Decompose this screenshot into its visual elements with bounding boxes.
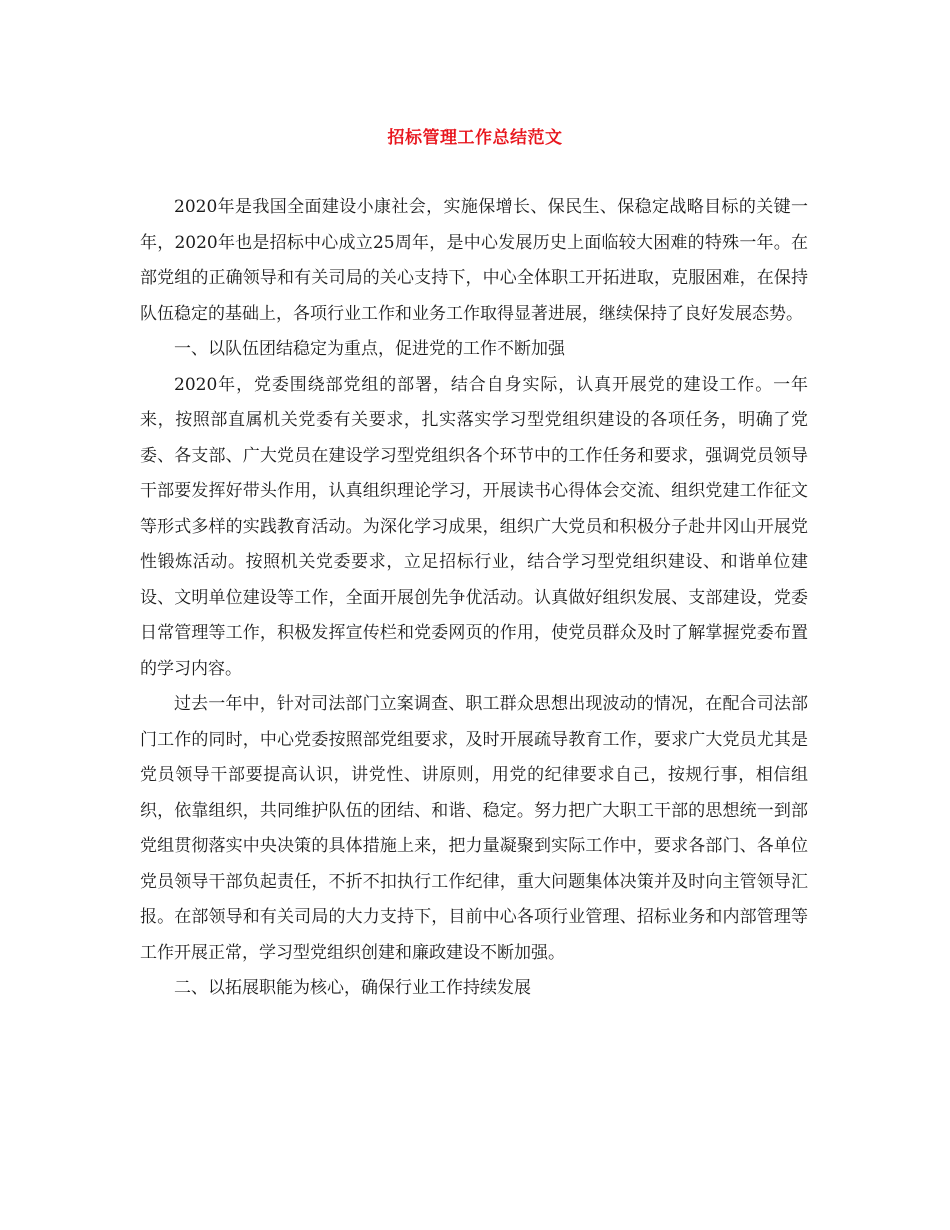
document-body	[140, 190, 808, 1007]
section-1-paragraph-2: 过去一年中，针对司法部门立案调查、职工群众思想出现波动的情况，在配合司法部门工作的同时，中心党委按照部党组要求，及时开展疏导教育工作，要求广大党员尤其是党员领导干部要提高认识，讲党性、讲原则，用党的纪律要求自己，按规行事，相信组织，依靠组织，共同维护队伍的团结、和谐、稳定。努力把广大职工干部的思想统一到部党组贯彻落实中央决策的具体措施上来，把力量凝聚到实际工作中，要求各部门、各单位党员领导干部负起责任，不折不扣执行工作纪律，重大问题集体决策并及时向主管领导汇报。在部领导和有关司局的大力支持下，目前中心各项行业管理、招标业务和内部管理等工作开展正常，学习型党组织创建和廉政建设不断加强。	[140, 694, 808, 963]
intro-paragraph: 2020年是我国全面建设小康社会，实施保增长、保民生、保稳定战略目标的关键一年，2020年也是招标中心成立25周年，是中心发展历史上面临较大困难的特殊一年。在部党组的正确领导和有关司局的关心支持下，中心全体职工开拓进取，克服困难，在保持队伍稳定的基础上，各项行业工作和业务工作取得显著进展，继续保持了良好发展态势。	[140, 197, 808, 324]
document-title: 招标管理工作总结范文	[387, 128, 563, 148]
section-1-paragraph-1: 2020年，党委围绕部党组的部署，结合自身实际，认真开展党的建设工作。一年来，按照部直属机关党委有关要求，扎实落实学习型党组织建设的各项任务，明确了党委、各支部、广大党员在建设学习型党组织各个环节中的工作任务和要求，强调党员领导干部要发挥好带头作用，认真组织理论学习，开展读书心得体会交流、组织党建工作征文等形式多样的实践教育活动。为深化学习成果，组织广大党员和积极分子赴井冈山开展党性锻炼活动。按照机关党委要求，立足招标行业，结合学习型党组织建设、和谐单位建设、文明单位建设等工作，全面开展创先争优活动。认真做好组织发展、支部建设，党委日常管理等工作，积极发挥宣传栏和党委网页的作用，使党员群众及时了解掌握党委布置的学习内容。	[140, 374, 808, 679]
section-heading-1: 一、以队伍团结稳定为重点，促进党的工作不断加强	[174, 339, 565, 359]
section-heading-2: 二、以拓展职能为核心，确保行业工作持续发展	[174, 978, 531, 998]
